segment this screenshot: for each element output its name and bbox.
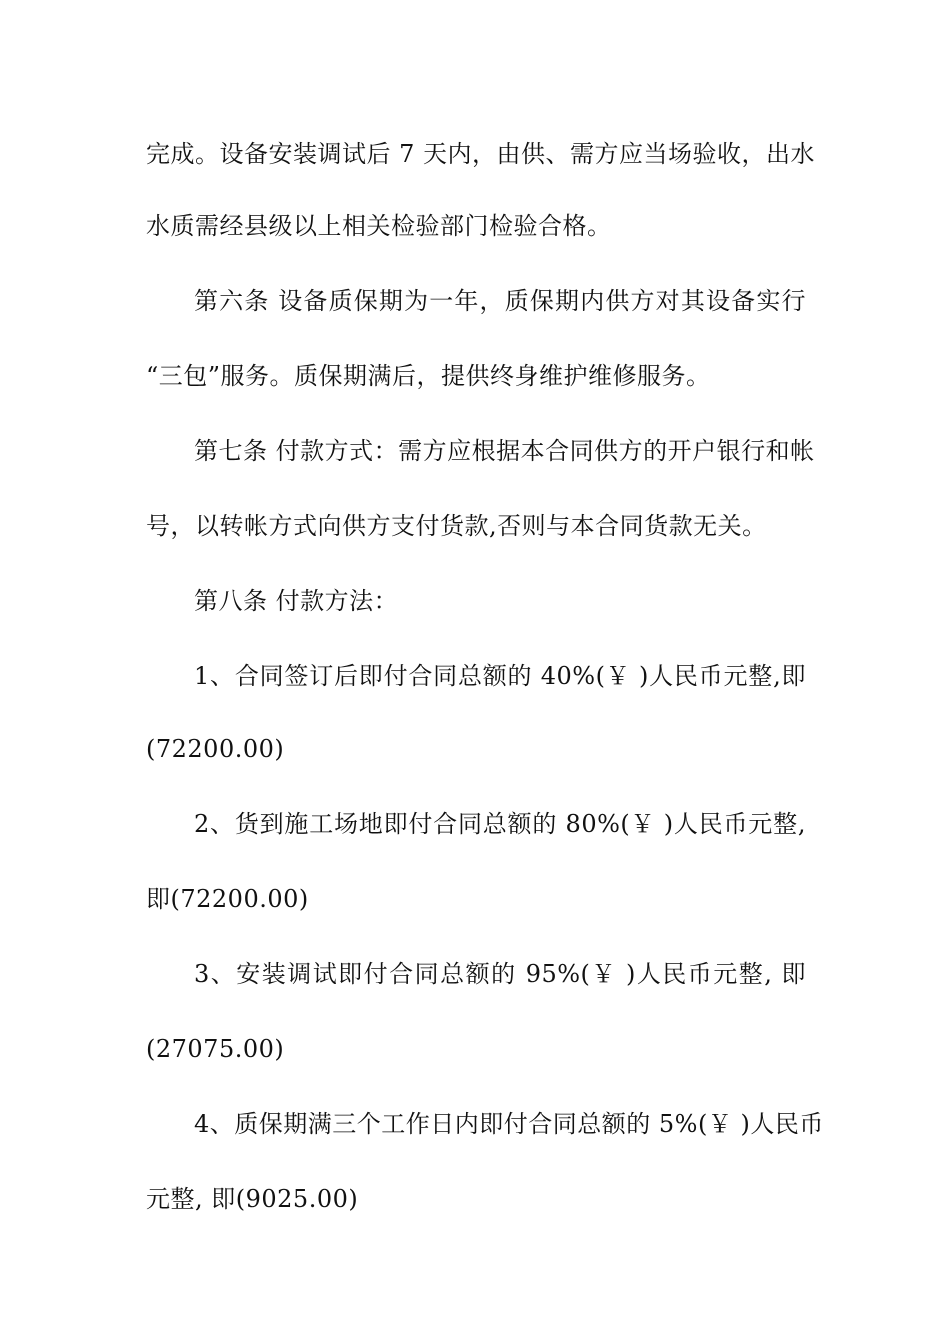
- payment-item-2: 2、货到施工场地即付合同总额的 80%(￥ )人民币元整,: [194, 810, 806, 838]
- payment-item-3-amount: (27075.00): [146, 1035, 285, 1063]
- payment-item-2-amount: 即(72200.00): [146, 885, 309, 913]
- article-8-heading: 第八条 付款方法：: [194, 587, 399, 615]
- payment-item-1: 1、合同签订后即付合同总额的 40%(￥ )人民币元整,即: [194, 662, 806, 690]
- article-7-line-2: 号，以转帐方式向供方支付货款,否则与本合同货款无关。: [146, 512, 767, 540]
- payment-item-4: 4、质保期满三个工作日内即付合同总额的 5%(￥ )人民币: [194, 1110, 824, 1138]
- article-6-line-1: 第六条 设备质保期为一年，质保期内供方对其设备实行: [194, 287, 806, 315]
- payment-item-1-amount: (72200.00): [146, 735, 285, 763]
- payment-item-4-amount: 元整, 即(9025.00): [146, 1185, 359, 1213]
- paragraph-line-1: 完成。设备安装调试后 7 天内，由供、需方应当场验收，出水: [146, 140, 816, 168]
- payment-item-3: 3、安装调试即付合同总额的 95%(￥ )人民币元整, 即: [194, 960, 806, 988]
- article-7-line-1: 第七条 付款方式：需方应根据本合同供方的开户银行和帐: [194, 437, 815, 465]
- paragraph-line-2: 水质需经县级以上相关检验部门检验合格。: [146, 212, 612, 240]
- article-6-line-2: “三包”服务。质保期满后，提供终身维护维修服务。: [146, 362, 711, 390]
